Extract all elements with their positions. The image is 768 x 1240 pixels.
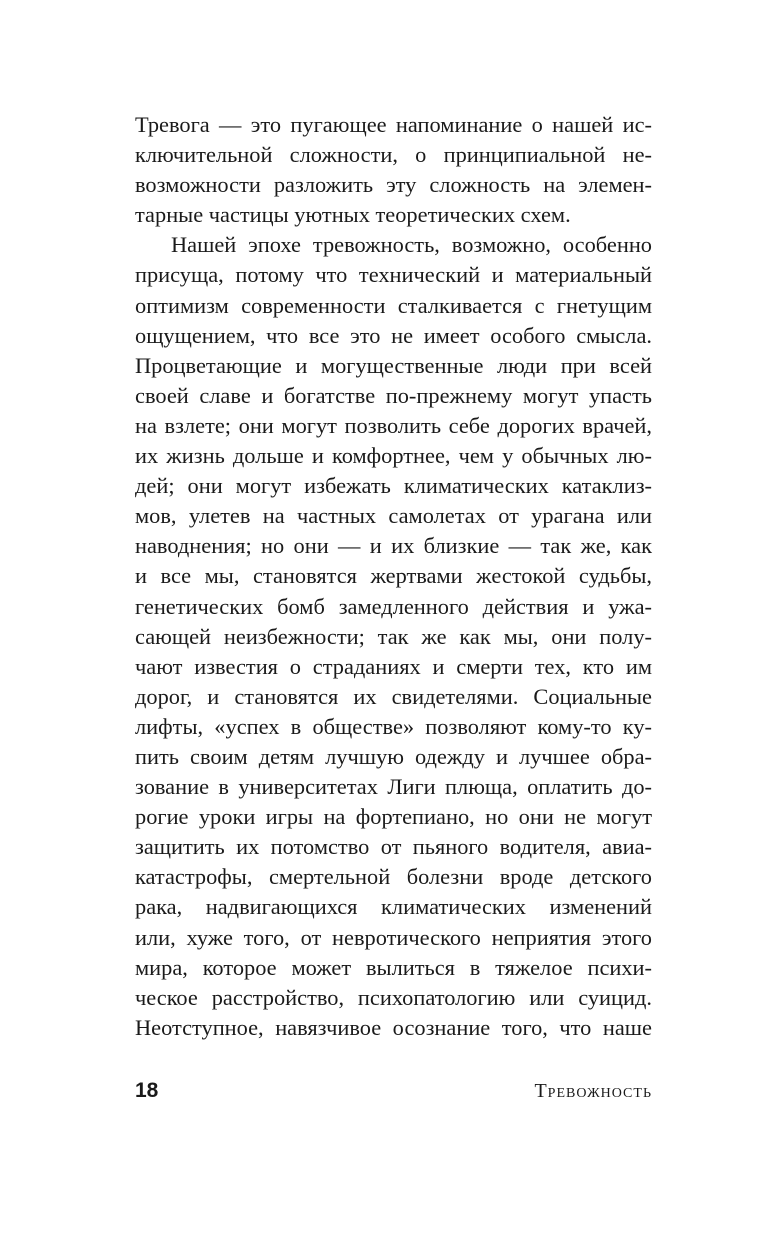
running-head: Тревожность xyxy=(534,1080,652,1102)
text-line: ключительной сложности, о принципиальной не- xyxy=(135,142,652,168)
page-footer xyxy=(135,1076,652,1106)
text-line: Нашей эпохе тревожность, возможно, особенно xyxy=(171,232,652,258)
text-line: Процветающие и могущественные люди при всей xyxy=(135,352,652,378)
text-line: генетических бомб замедленного действия и ужа- xyxy=(135,593,652,619)
text-line: или, хуже того, от невротического неприятия этого xyxy=(135,924,652,950)
text-line: лифты, «успех в обществе» позволяют кому-то ку- xyxy=(135,713,652,739)
text-line: пить своим детям лучшую одежду и лучшее обра- xyxy=(135,743,652,769)
text-line: ческое расстройство, психопатологию или суицид. xyxy=(135,984,652,1010)
text-line: дей; они могут избежать климатических катаклиз- xyxy=(135,473,652,499)
text-line: дорог, и становятся их свидетелями. Социальные xyxy=(135,683,652,709)
text-line: Неотступное, навязчивое осознание того, что наше xyxy=(135,1014,652,1040)
text-line: их жизнь дольше и комфортнее, чем у обычных лю- xyxy=(135,443,652,469)
page-number: 18 xyxy=(135,1079,159,1102)
text-line: своей славе и богатстве по-прежнему могут упасть xyxy=(135,382,652,408)
text-line: сающей неизбежности; так же как мы, они полу- xyxy=(135,623,652,649)
text-line: ощущением, что все это не имеет особого смысла. xyxy=(135,322,652,348)
text-line: на взлете; они могут позволить себе дорогих врачей, xyxy=(135,412,652,438)
text-line: мов, улетев на частных самолетах от урагана или xyxy=(135,503,652,529)
body-text xyxy=(135,110,652,1043)
text-line: возможности разложить эту сложность на элемен- xyxy=(135,172,652,198)
text-line: и все мы, становятся жертвами жестокой судьбы, xyxy=(135,563,652,589)
text-line: рогие уроки игры на фортепиано, но они не могут xyxy=(135,804,652,830)
text-line: наводнения; но они — и их близкие — так же, как xyxy=(135,533,652,559)
text-line: рака, надвигающихся климатических изменений xyxy=(135,894,652,920)
text-line: оптимизм современности сталкивается с гнетущим xyxy=(135,292,652,318)
text-line: зование в университетах Лиги плюща, оплатить до- xyxy=(135,774,652,800)
text-line: катастрофы, смертельной болезни вроде детского xyxy=(135,864,652,890)
text-line: тарные частицы уютных теоретических схем. xyxy=(135,202,571,228)
text-line: Тревога — это пугающее напоминание о нашей ис- xyxy=(135,112,652,137)
text-line: мира, которое может вылиться в тяжелое психи- xyxy=(135,954,652,980)
text-line: присуща, потому что технический и материальный xyxy=(135,262,652,288)
text-line: чают известия о страданиях и смерти тех, кто им xyxy=(135,653,652,679)
text-line: защитить их потомство от пьяного водителя, авиа- xyxy=(135,834,652,860)
